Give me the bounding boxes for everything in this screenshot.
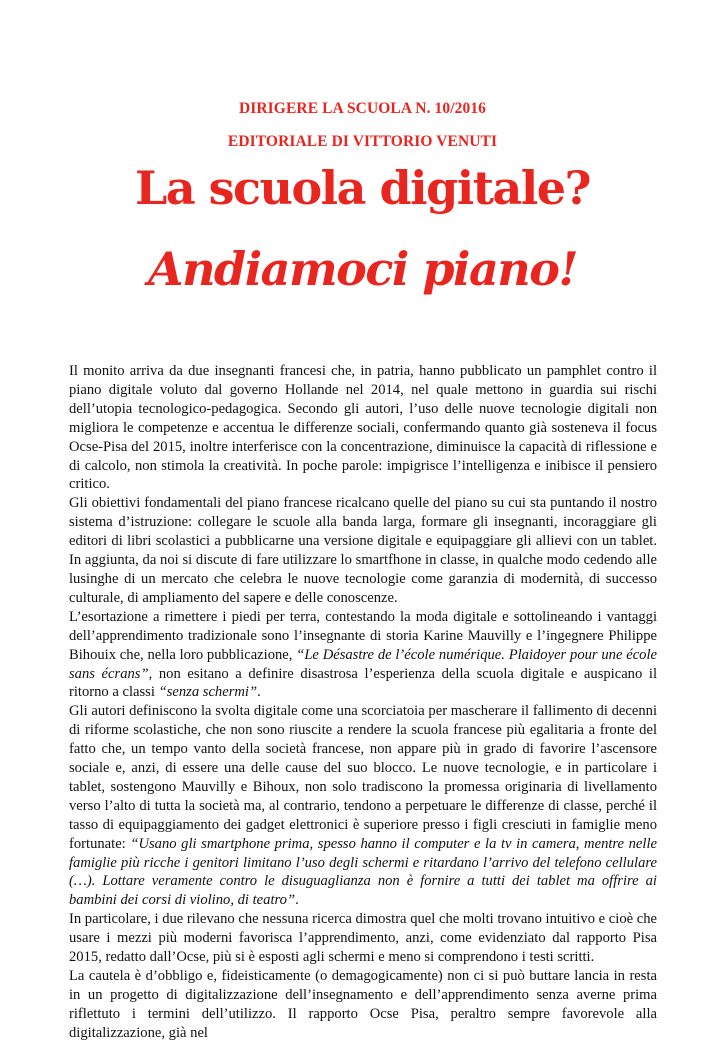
paragraph-4-text: Gli autori definiscono la svolta digitale come una scorciatoia per mascherare il fallimento di decenni di riforme scolastiche, che non sono riuscite a rendere la scuola francese più egalitaria a fronte del fatto che, un tempo vanto della società francese, non appare più in grado di favorire l’ascensore sociale e, anzi, di essere una delle cause del suo blocco. Le nuove tecnologie, e in particolare i tablet, sostengono Mauvilly e Bihoux, non solo tradiscono la promessa originaria di livellamento verso l’alto di tutta la società ma, al contrario, tendono a perpetuare le differenze di classe, perché il tasso di equipaggiamento dei gadget elettronici è superiore presso i figli cresciuti in famiglie meno fortunate:: [69, 703, 657, 852]
paragraph-4: [69, 702, 657, 910]
book-title: “Le Désastre de l’école numérique. Plaidoyer pour une école sans écrans”: [69, 646, 657, 682]
paragraph-1: Il monito arriva da due insegnanti francesi che, in patria, hanno pubblicato un pamphlet contro il piano digitale voluto dal governo Hollande nel 2014, nel quale mettono in guardia sui rischi dell’utopia tecnologico-pedagogica. Secondo gli autori, l’uso delle nuove tecnologie digitali non migliora le competenze e accentua le differenze sociali, confermando quanto già sosteneva il focus Ocse-Pisa del 2015, inoltre interferisce con la concentrazione, diminuisce la capacità di riflessione e di calcolo, non stimola la creatività. In poche parole: impigrisce l’intelligenza e inibisce il pensiero critico.: [69, 363, 657, 493]
paragraph-3-end: .: [257, 684, 261, 701]
issue-header: DIRIGERE LA SCUOLA N. 10/2016: [238, 100, 487, 117]
paragraph-3-text: L’esortazione a rimettere i piedi per terra, contestando la moda digitale e sottolineando i vantaggi dell’apprendimento tradizionale sono l’insegnante di storia Karine Mauvilly e l’ingegnere Philippe Bihouix che, nella loro pubblicazione,: [69, 608, 657, 663]
article-body: [69, 362, 657, 1043]
paragraph-5: In particolare, i due rilevano che nessuna ricerca dimostra quel che molti trovano intuitivo e cioè che usare i mezzi più moderni favorisca l’apprendimento, anzi, come evidenziato dal rapporto Pisa 2015, redatto dall’Ocse, più si è esposti agli schermi e meno si comprendono i testi scritti.: [69, 911, 657, 966]
paragraph-3-text-cont: , non esitano a definire disastrosa l’esperienza della scuola digitale e auspicano il ritorno a classi: [69, 665, 657, 701]
headline-line-2: Andiamoci piano!: [147, 242, 578, 296]
headline-line-1: La scuola digitale?: [134, 161, 591, 215]
authors-quote: “Usano gli smartphone prima, spesso hanno il computer e la tv in camera, mentre nelle famiglie più ricche i genitori limitano l’uso degli schermi e ritardano l’arrivo del telefono cellulare (…). Lottare veramente contro le disuguaglianza non è fornire a tutti dei tablet ma offrire ai bambini dei corsi di violino, di teatro”: [69, 835, 657, 909]
paragraph-2: Gli obiettivi fondamentali del piano francese ricalcano quelle del piano su cui sta puntando il nostro sistema d’istruzione: collegare le scuole alla banda larga, formare gli insegnanti, incoraggiare gli editori di libri scolastici a pubblicarne una versione digitale e equipaggiare gli allievi con un tablet. In aggiunta, da noi si discute di fare utilizzare lo smartfhone in classe, in qualche modo cedendo alle lusinghe di un mercato che celebra le nuove tecnologie come garanzia di modernità, di successo culturale, di ampliamento del sapere e delle conoscenze.: [69, 495, 657, 606]
quote-senza-schermi: “senza schermi”: [158, 684, 258, 701]
editorial-byline: EDITORIALE DI VITTORIO VENUTI: [227, 133, 498, 150]
paragraph-3: [69, 608, 657, 703]
paragraph-4-end: .: [295, 892, 299, 909]
paragraph-6: La cautela è d’obbligo e, fideisticamente (o demagogicamente) non ci si può buttare lancia in resta in un progetto di digitalizzazione dell’insegnamento e dell’apprendimento senza averne prima riflettuto i termini dell’utilizzo. Il rapporto Ocse Pisa, peraltro sempre favorevole alla digitalizzazione, già nel: [69, 968, 657, 1041]
